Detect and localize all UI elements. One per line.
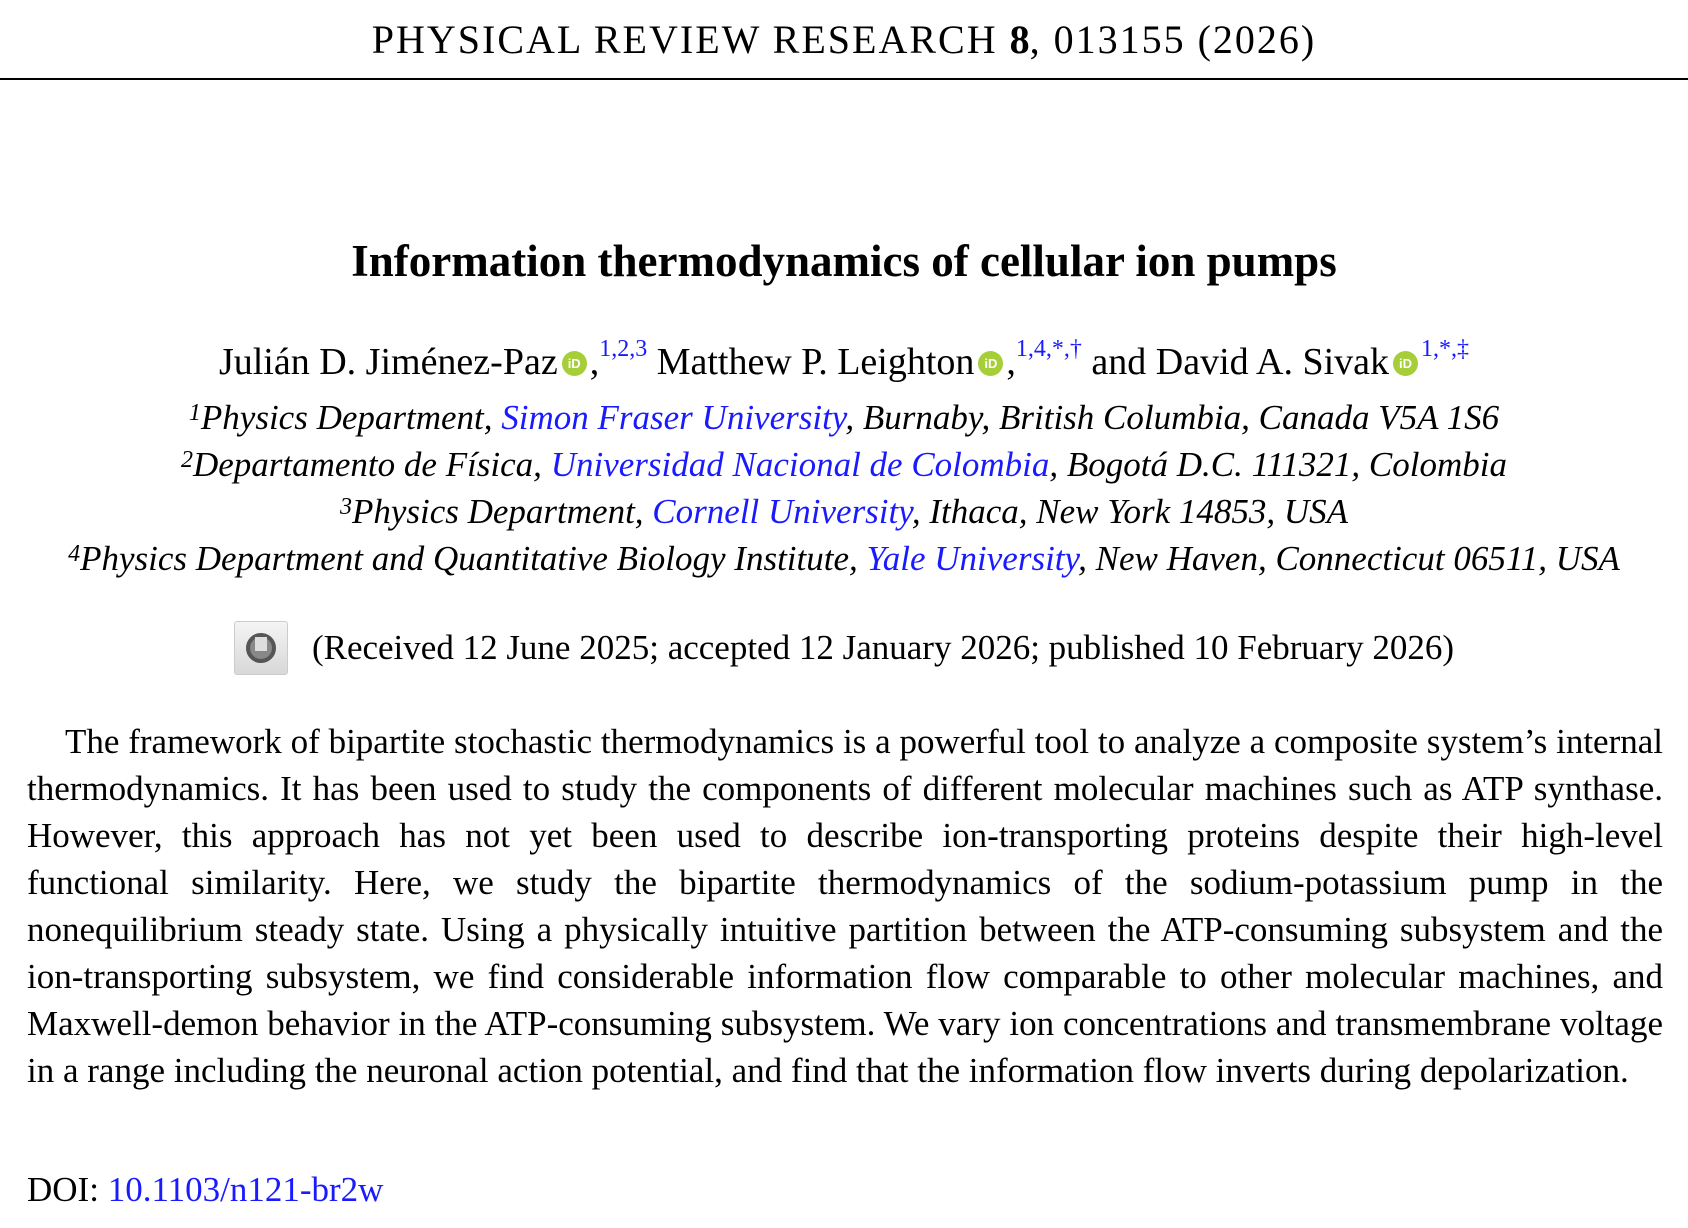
journal-name: PHYSICAL REVIEW RESEARCH: [371, 17, 998, 62]
affiliation-text: , New Haven, Connecticut 06511, USA: [1078, 539, 1620, 578]
affiliation-text: Physics Department,: [351, 492, 653, 531]
author-and: and: [1091, 341, 1147, 383]
affiliation-link[interactable]: Cornell University: [652, 492, 912, 531]
affiliation-text: Physics Department and Quantitative Biology Institute,: [80, 539, 867, 578]
author-name: Matthew P. Leighton: [656, 341, 975, 383]
author-name: David A. Sivak: [1155, 341, 1390, 383]
author-separator: ,: [1006, 341, 1016, 383]
abstract: The framework of bipartite stochastic thermodynamics is a powerful tool to analyze a composite system’s internal thermodynamics. It has been used to study the components of different molecular machines such as ATP synthase. However, this approach has not yet been used to describe ion-transporting proteins despite their high-level functional similarity. Here, we study the bipartite thermodynamics of the sodium-potassium pump in the nonequilibrium steady state. Using a physically intuitive partition between the ATP-consuming subsystem and the ion-transporting subsystem, we find considerable information flow comparable to other molecular machines, and Maxwell-demon behavior in the ATP-consuming subsystem. We vary ion concentrations and transmembrane voltage in a range including the neuronal action potential, and find that the information flow inverts during depolarization.: [27, 722, 1663, 1090]
doi-link[interactable]: 10.1103/n121-br2w: [107, 1170, 384, 1209]
orcid-icon[interactable]: iD: [562, 351, 587, 376]
affiliation-number: 2: [180, 447, 193, 473]
affiliation-link[interactable]: Yale University: [866, 539, 1079, 578]
affiliation-number: 4: [68, 541, 81, 567]
author-list: [0, 336, 1688, 384]
affiliation-text: Departamento de Física,: [192, 445, 551, 484]
orcid-icon[interactable]: iD: [978, 351, 1003, 376]
author-name: Julián D. Jiménez-Paz: [218, 341, 558, 383]
author-separator: ,: [589, 341, 600, 383]
paper-title: Information thermodynamics of cellular ion pumps: [351, 236, 1337, 286]
affiliation-text: , Ithaca, New York 14853, USA: [911, 492, 1349, 531]
author-affiliation-marks[interactable]: 1,4,*,†: [1015, 336, 1082, 362]
check-for-updates-icon[interactable]: [234, 621, 288, 675]
affiliation-link[interactable]: Simon Fraser University: [501, 398, 846, 437]
affiliation-line: [0, 535, 1688, 582]
author-affiliation-marks[interactable]: 1,2,3: [599, 336, 648, 362]
affiliation-text: , Bogotá D.C. 111321, Colombia: [1049, 445, 1508, 484]
affiliation-link[interactable]: Universidad Nacional de Colombia: [550, 445, 1050, 484]
doi: [27, 1170, 383, 1210]
affiliation-number: 1: [188, 400, 201, 426]
affiliation-line: [0, 488, 1688, 535]
dates-text: (Received 12 June 2025; accepted 12 January 2026; published 10 February 2026): [311, 628, 1455, 668]
affiliation-number: 3: [339, 494, 352, 520]
affiliation-text: , Burnaby, British Columbia, Canada V5A 1S6: [845, 398, 1500, 437]
journal-header: [0, 0, 1688, 80]
publication-dates: [0, 624, 1688, 678]
affiliation-line: [0, 441, 1688, 488]
author-affiliation-marks[interactable]: 1,*,‡: [1421, 336, 1470, 362]
journal-volume: 8: [1009, 17, 1030, 62]
affiliation-line: [0, 394, 1688, 441]
orcid-icon[interactable]: iD: [1393, 351, 1418, 376]
article-number-year: , 013155 (2026): [1029, 17, 1317, 62]
doi-label: DOI:: [27, 1170, 108, 1209]
affiliation-text: Physics Department,: [200, 398, 502, 437]
affiliations: [0, 394, 1688, 582]
